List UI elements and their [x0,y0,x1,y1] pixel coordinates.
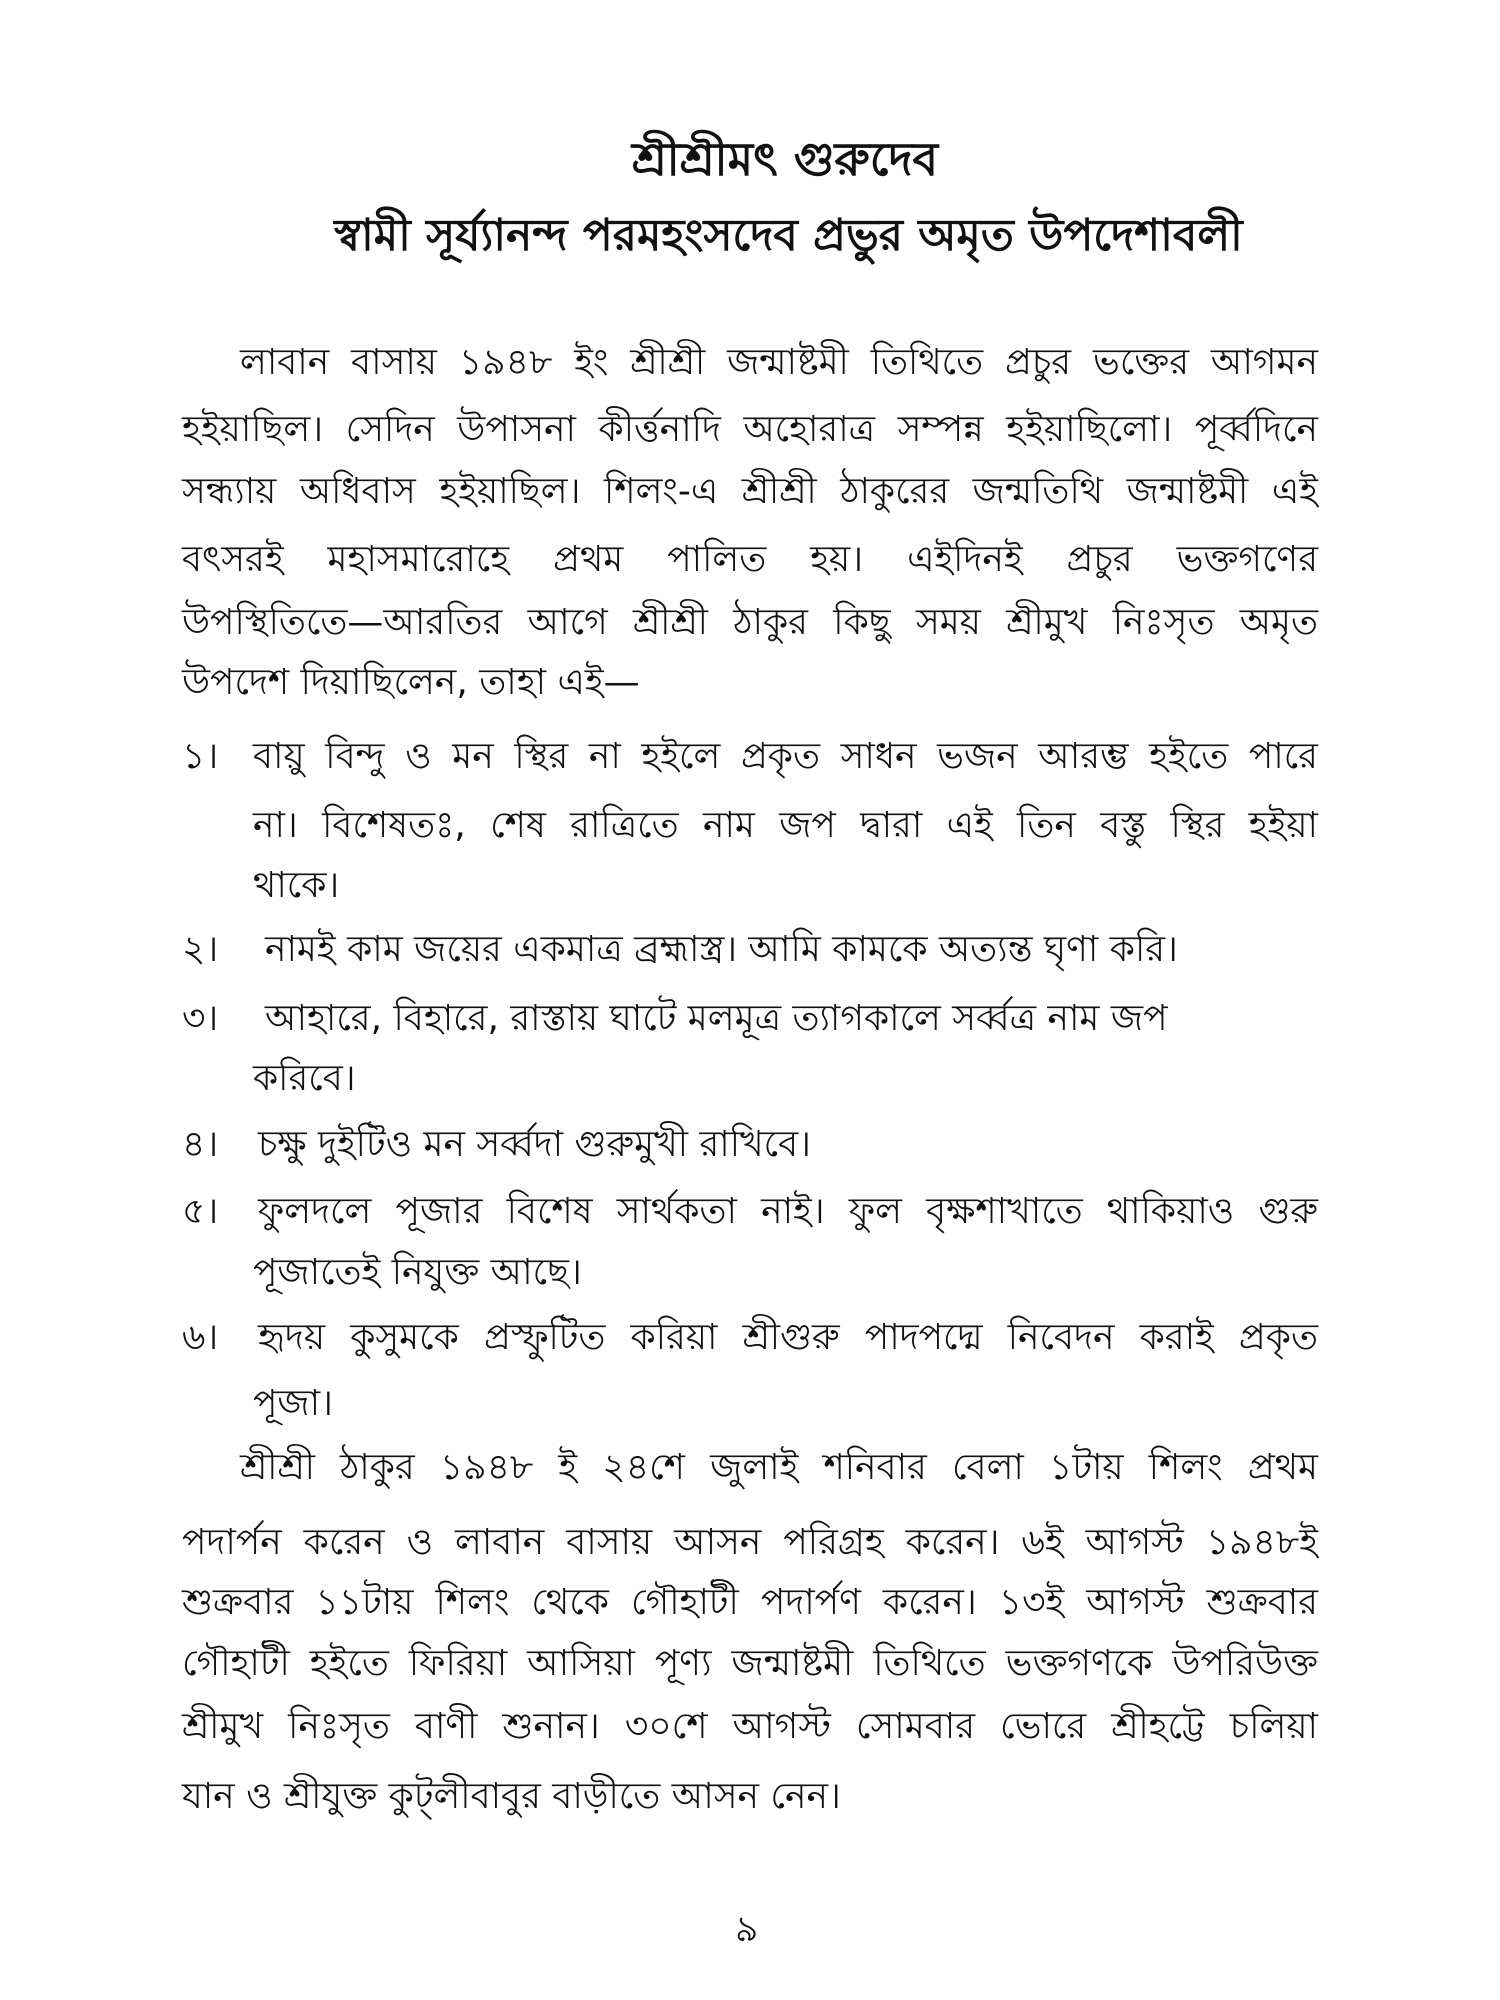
item-line: আহারে, বিহারে, রাস্তায় ঘাটে মলমূত্র ত্যাগকালে সর্ব্বত্র নাম জপ [265,998,1168,1039]
closing-line: শুক্রবার ১১টায় শিলং থেকে গৌহাটী পদার্পণ করেন। ১৩ই আগস্ট শুক্রবার [182,1582,1318,1623]
item-number: ৪। [182,1124,219,1165]
item-number: ২। [182,929,219,970]
item-line: হৃদয় কুসুমকে প্রস্ফুটিত করিয়া শ্রীগুরু পাদপদ্মে নিবেদন করাই প্রকৃত [258,1317,1318,1358]
closing-line: যান ও শ্রীযুক্ত কুট্লীবাবুর বাড়ীতে আসন নেন। [182,1776,841,1817]
item-line: পূজা। [253,1383,333,1424]
closing-line: পদার্পন করেন ও লাবান বাসায় আসন পরিগ্রহ করেন। ৬ই আগস্ট ১৯৪৮ই [182,1522,1318,1563]
item-number: ৫। [182,1191,219,1232]
item-number: ৬। [182,1317,219,1358]
intro-line: উপদেশ দিয়াছিলেন, তাহা এই— [182,662,640,703]
item-line: না। বিশেষতঃ, শেষ রাত্রিতে নাম জপ দ্বারা এই তিন বস্তু স্থির হইয়া [253,805,1318,846]
item-line: নামই কাম জয়ের একমাত্র ব্রহ্মাস্ত্র। আমি কামকে অত্যন্ত ঘৃণা করি। [265,929,1178,970]
intro-line: উপস্থিতিতে—আরতির আগে শ্রীশ্রী ঠাকুর কিছু সময় শ্রীমুখ নিঃসৃত অমৃত [182,602,1318,643]
heading-line-1: শ্রীশ্রীমৎ গুরুদেব [631,132,939,186]
item-line: ফুলদলে পূজার বিশেষ সার্থকতা নাই। ফুল বৃক্ষশাখাতে থাকিয়াও গুরু [258,1191,1318,1232]
closing-line: শ্রীমুখ নিঃসৃত বাণী শুনান। ৩০শে আগস্ট সোমবার ভোরে শ্রীহট্টে চলিয়া [182,1706,1318,1747]
intro-line: লাবান বাসায় ১৯৪৮ ইং শ্রীশ্রী জন্মাষ্টমী তিথিতে প্রচুর ভক্তের আগমন [240,342,1318,383]
closing-line: গৌহাটী হইতে ফিরিয়া আসিয়া পূণ্য জন্মাষ্টমী তিথিতে ভক্তগণকে উপরিউক্ত [182,1643,1318,1684]
heading-line-2: স্বামী সূর্য্যানন্দ পরমহংসদেব প্রভুর অমৃত উপদেশাবলী [334,210,1243,261]
page-number: ৯ [735,1909,759,1950]
intro-line: সন্ধ্যায় অধিবাস হইয়াছিল। শিলং-এ শ্রীশ্রী ঠাকুরের জন্মতিথি জন্মাষ্টমী এই [182,471,1318,512]
item-number: ৩। [182,998,219,1039]
item-line: চক্ষু দুইটিও মন সর্ব্বদা গুরুমুখী রাখিবে। [258,1124,812,1165]
intro-line: বৎসরই মহাসমারোহে প্রথম পালিত হয়। এইদিনই প্রচুর ভক্তগণের [182,539,1318,580]
item-line: করিবে। [253,1058,356,1099]
item-line: বায়ু বিন্দু ও মন স্থির না হইলে প্রকৃত সাধন ভজন আরম্ভ হইতে পারে [253,736,1318,777]
item-number: ১। [182,736,219,777]
item-line: পূজাতেই নিযুক্ত আছে। [253,1252,582,1293]
item-line: থাকে। [253,865,340,906]
intro-line: হইয়াছিল। সেদিন উপাসনা কীর্ত্তনাদি অহোরাত্র সম্পন্ন হইয়াছিলো। পূর্ব্বদিনে [182,409,1318,450]
closing-line: শ্রীশ্রী ঠাকুর ১৯৪৮ ই ২৪শে জুলাই শনিবার বেলা ১টায় শিলং প্রথম [240,1447,1318,1488]
